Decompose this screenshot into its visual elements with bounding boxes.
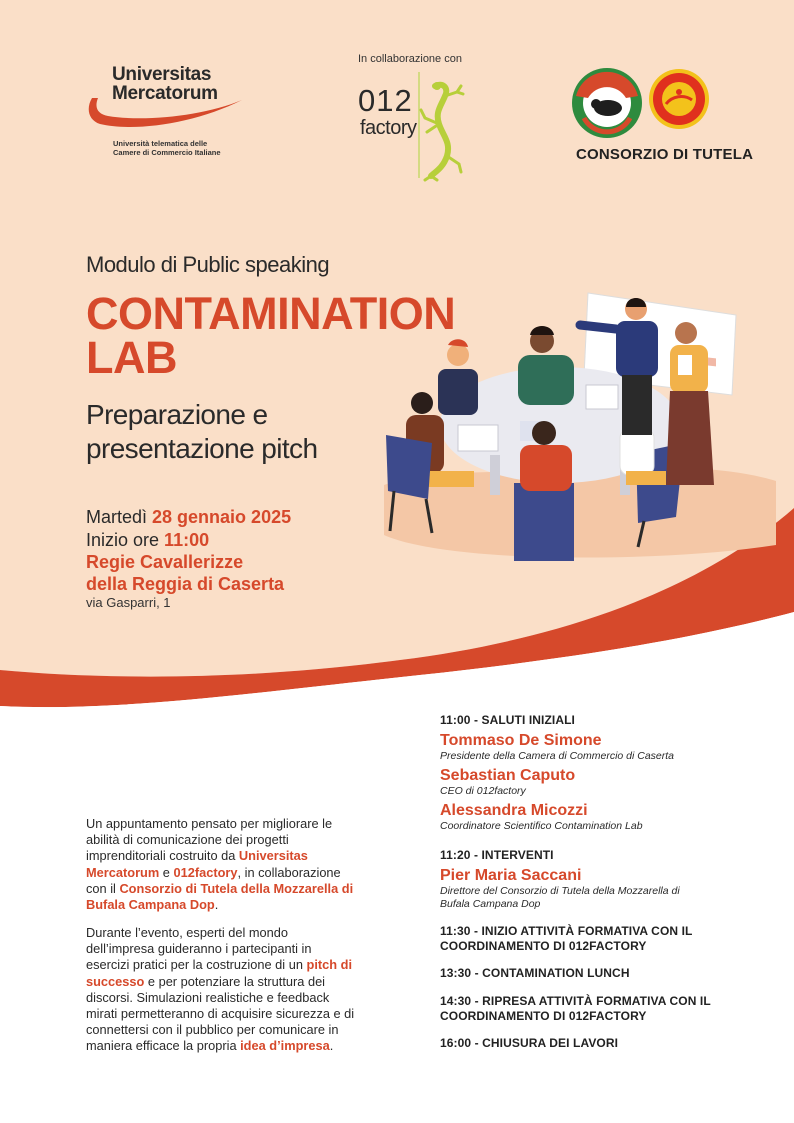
event-address: via Gasparri, 1 — [86, 595, 171, 610]
main-title: CONTAMINATION LAB — [86, 288, 456, 383]
agenda-heading: 14:30 - RIPRESA ATTIVITÀ FORMATIVA CON IL COORDINAMENTO DI 012FACTORY — [440, 994, 711, 1023]
event-time: Inizio ore 11:00 — [86, 530, 210, 550]
dop-seal-logo — [648, 68, 710, 130]
module-label: Modulo di Public speaking — [86, 252, 330, 277]
agenda-session-6 — [440, 1036, 740, 1051]
speaker-1 — [440, 731, 740, 763]
speaker-name: Sebastian Caputo — [440, 767, 576, 784]
agenda-heading: 11:20 - INTERVENTI — [440, 848, 554, 862]
logo-factory: factory — [360, 117, 417, 139]
agenda-session-4 — [440, 966, 740, 981]
speaker-role: Coordinatore Scientifico Contamination Lab — [440, 820, 643, 832]
agenda-heading: 13:30 - CONTAMINATION LUNCH — [440, 966, 630, 980]
subtitle: Preparazione e presentazione pitch — [86, 399, 318, 464]
speaker-name: Alessandra Micozzi — [440, 802, 588, 819]
collaboration-label: In collaborazione con — [358, 53, 462, 65]
agenda-session-5 — [440, 994, 740, 1024]
speaker-4 — [440, 866, 740, 911]
event-venue: Regie Cavallerizze della Reggia di Caserta — [86, 552, 285, 594]
agenda-session-2 — [440, 848, 740, 863]
logo-012: 012 — [358, 83, 413, 118]
frog-icon — [415, 72, 465, 182]
mozzarella-consortium-logo — [570, 66, 644, 140]
speaker-3 — [440, 801, 740, 833]
speaker-role: Direttore del Consorzio di Tutela della Mozzarella di Bufala Campana Dop — [440, 885, 680, 910]
speaker-name: Pier Maria Saccani — [440, 867, 582, 884]
agenda-heading: 11:30 - INIZIO ATTIVITÀ FORMATIVA CON IL COORDINAMENTO DI 012FACTORY — [440, 924, 693, 953]
event-date: Martedì 28 gennaio 2025 — [86, 507, 292, 527]
description-paragraph-2: Durante l’evento, esperti del mondo dell’impresa guideranno i partecipanti in esercizi pratici per la costruzione di un pitch di successo e per potenziare la struttura dei discorsi. Simulazioni realistiche e feedback mirati permetteranno di acquisire sicurezza e di connettersi con il pubblico per comunicare in maniera efficace la propria idea d’impresa. — [86, 925, 355, 1054]
university-logo-text: Universitas Mercatorum — [112, 64, 218, 104]
speaker-role: CEO di 012factory — [440, 785, 526, 797]
speaker-role: Presidente della Camera di Commercio di Caserta — [440, 750, 675, 762]
university-subtitle: Università telematica delle Camere di Commercio Italiane — [113, 139, 221, 157]
agenda-session-1 — [440, 713, 740, 728]
speaker-2 — [440, 766, 740, 798]
description-paragraph-1: Un appuntamento pensato per migliorare le abilità di comunicazione dei progetti imprenditoriali costruito da Universitas Mercatorum e 012factory, in collaborazione con il Consorzio di Tutela della Mozzarella di Bufala Campana Dop. — [86, 816, 354, 913]
consortium-label: CONSORZIO DI TUTELA — [576, 146, 754, 163]
agenda-heading: 11:00 - SALUTI INIZIALI — [440, 713, 575, 727]
agenda-heading: 16:00 - CHIUSURA DEI LAVORI — [440, 1036, 619, 1050]
agenda-session-3 — [440, 924, 740, 954]
university-swoosh-logo — [84, 86, 249, 131]
speaker-name: Tommaso De Simone — [440, 732, 602, 749]
meeting-illustration — [380, 285, 780, 570]
